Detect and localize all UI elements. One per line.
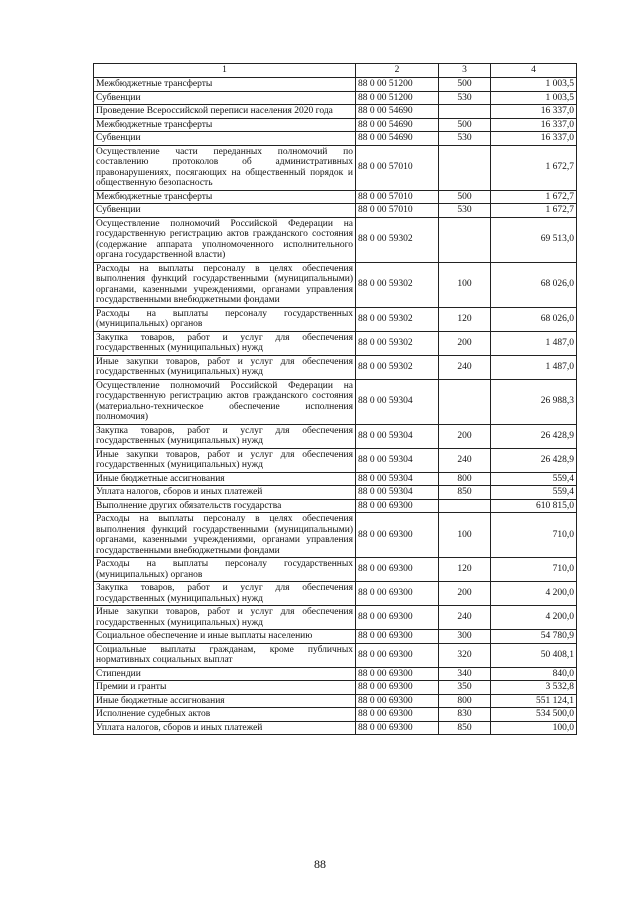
row-vr-cell: 800 — [439, 694, 491, 708]
row-sum-cell: 26 428,9 — [491, 424, 577, 448]
row-code-cell: 88 0 00 69300 — [356, 630, 439, 644]
row-code-cell: 88 0 00 69300 — [356, 681, 439, 695]
row-sum-cell: 4 200,0 — [491, 606, 577, 630]
row-code-cell: 88 0 00 59302 — [356, 355, 439, 379]
header-col-1: 1 — [94, 64, 356, 78]
table-row — [94, 331, 577, 355]
row-code-cell: 88 0 00 69300 — [356, 513, 439, 558]
header-row — [94, 64, 577, 78]
header-col-2: 2 — [356, 64, 439, 78]
row-vr-cell: 120 — [439, 558, 491, 582]
row-code-cell: 88 0 00 59304 — [356, 472, 439, 486]
row-name-cell: Закупка товаров, работ и услуг для обеспечения государственных (муниципальных) нужд — [94, 424, 356, 448]
row-code-cell: 88 0 00 59304 — [356, 424, 439, 448]
header-col-3: 3 — [439, 64, 491, 78]
row-code-cell: 88 0 00 59304 — [356, 486, 439, 500]
row-sum-cell: 26 988,3 — [491, 379, 577, 424]
row-name-cell: Выполнение других обязательств государства — [94, 499, 356, 513]
row-name-cell: Премии и гранты — [94, 681, 356, 695]
row-sum-cell: 559,4 — [491, 472, 577, 486]
table-row — [94, 708, 577, 722]
table-row — [94, 667, 577, 681]
row-name-cell: Социальное обеспечение и иные выплаты населению — [94, 630, 356, 644]
row-name-cell: Социальные выплаты гражданам, кроме публичных нормативных социальных выплат — [94, 643, 356, 667]
row-sum-cell: 1 487,0 — [491, 331, 577, 355]
row-code-cell: 88 0 00 59302 — [356, 217, 439, 262]
row-vr-cell: 500 — [439, 78, 491, 92]
table-row — [94, 132, 577, 146]
row-code-cell: 88 0 00 69300 — [356, 582, 439, 606]
row-vr-cell: 240 — [439, 448, 491, 472]
row-vr-cell: 530 — [439, 91, 491, 105]
row-vr-cell: 100 — [439, 262, 491, 307]
row-sum-cell: 710,0 — [491, 513, 577, 558]
table-row — [94, 190, 577, 204]
row-vr-cell — [439, 379, 491, 424]
row-code-cell: 88 0 00 69300 — [356, 558, 439, 582]
table-row — [94, 499, 577, 513]
row-name-cell: Межбюджетные трансферты — [94, 190, 356, 204]
row-name-cell: Межбюджетные трансферты — [94, 78, 356, 92]
table-row — [94, 379, 577, 424]
row-sum-cell: 610 815,0 — [491, 499, 577, 513]
row-code-cell: 88 0 00 57010 — [356, 204, 439, 218]
row-code-cell: 88 0 00 69300 — [356, 708, 439, 722]
table-row — [94, 78, 577, 92]
row-sum-cell: 3 532,8 — [491, 681, 577, 695]
row-sum-cell: 1 003,5 — [491, 78, 577, 92]
row-sum-cell: 710,0 — [491, 558, 577, 582]
row-sum-cell: 840,0 — [491, 667, 577, 681]
table-row — [94, 307, 577, 331]
row-name-cell: Расходы на выплаты персоналу государственных (муниципальных) органов — [94, 558, 356, 582]
table-row — [94, 721, 577, 735]
table-row — [94, 91, 577, 105]
row-code-cell: 88 0 00 69300 — [356, 606, 439, 630]
row-sum-cell: 16 337,0 — [491, 118, 577, 132]
row-name-cell: Расходы на выплаты персоналу в целях обеспечения выполнения функций государственными (муниципальными) органами, казенными учреждениями, органами управления государственными внебюджетными фондами — [94, 513, 356, 558]
row-code-cell: 88 0 00 69300 — [356, 721, 439, 735]
row-vr-cell: 100 — [439, 513, 491, 558]
row-name-cell: Иные закупки товаров, работ и услуг для обеспечения государственных (муниципальных) нужд — [94, 606, 356, 630]
row-sum-cell: 4 200,0 — [491, 582, 577, 606]
row-code-cell: 88 0 00 51200 — [356, 78, 439, 92]
row-name-cell: Иные закупки товаров, работ и услуг для обеспечения государственных (муниципальных) нужд — [94, 448, 356, 472]
row-code-cell: 88 0 00 51200 — [356, 91, 439, 105]
row-code-cell: 88 0 00 69300 — [356, 694, 439, 708]
row-sum-cell: 26 428,9 — [491, 448, 577, 472]
table-row — [94, 606, 577, 630]
row-sum-cell: 1 487,0 — [491, 355, 577, 379]
row-vr-cell: 500 — [439, 118, 491, 132]
page-number: 88 — [314, 857, 326, 871]
row-vr-cell: 240 — [439, 606, 491, 630]
row-name-cell: Субвенции — [94, 91, 356, 105]
table-row — [94, 486, 577, 500]
row-code-cell: 88 0 00 59302 — [356, 307, 439, 331]
row-sum-cell: 559,4 — [491, 486, 577, 500]
row-vr-cell — [439, 217, 491, 262]
row-sum-cell: 1 003,5 — [491, 91, 577, 105]
row-name-cell: Осуществление части переданных полномочий по составлению протоколов об административных правонарушениях, посягающих на общественный порядок и общественную безопасность — [94, 145, 356, 190]
table-row — [94, 630, 577, 644]
row-vr-cell: 320 — [439, 643, 491, 667]
row-vr-cell: 800 — [439, 472, 491, 486]
row-sum-cell: 54 780,9 — [491, 630, 577, 644]
row-code-cell: 88 0 00 54690 — [356, 118, 439, 132]
row-vr-cell — [439, 105, 491, 119]
row-vr-cell: 830 — [439, 708, 491, 722]
row-code-cell: 88 0 00 54690 — [356, 132, 439, 146]
row-name-cell: Закупка товаров, работ и услуг для обеспечения государственных (муниципальных) нужд — [94, 331, 356, 355]
row-name-cell: Субвенции — [94, 132, 356, 146]
row-code-cell: 88 0 00 57010 — [356, 190, 439, 204]
table-row — [94, 204, 577, 218]
row-vr-cell — [439, 499, 491, 513]
row-sum-cell: 16 337,0 — [491, 105, 577, 119]
row-name-cell: Уплата налогов, сборов и иных платежей — [94, 721, 356, 735]
table-row — [94, 355, 577, 379]
table-body — [94, 78, 577, 735]
row-sum-cell: 1 672,7 — [491, 190, 577, 204]
row-name-cell: Иные закупки товаров, работ и услуг для обеспечения государственных (муниципальных) нужд — [94, 355, 356, 379]
row-sum-cell: 69 513,0 — [491, 217, 577, 262]
row-vr-cell: 240 — [439, 355, 491, 379]
row-vr-cell: 850 — [439, 721, 491, 735]
row-name-cell: Межбюджетные трансферты — [94, 118, 356, 132]
row-name-cell: Расходы на выплаты персоналу государственных (муниципальных) органов — [94, 307, 356, 331]
row-code-cell: 88 0 00 59304 — [356, 379, 439, 424]
row-vr-cell: 300 — [439, 630, 491, 644]
row-code-cell: 88 0 00 69300 — [356, 667, 439, 681]
table-row — [94, 513, 577, 558]
row-vr-cell: 850 — [439, 486, 491, 500]
row-sum-cell: 50 408,1 — [491, 643, 577, 667]
table-row — [94, 118, 577, 132]
row-code-cell: 88 0 00 69300 — [356, 643, 439, 667]
table-row — [94, 694, 577, 708]
row-vr-cell: 200 — [439, 582, 491, 606]
row-vr-cell — [439, 145, 491, 190]
row-code-cell: 88 0 00 54690 — [356, 105, 439, 119]
row-vr-cell: 530 — [439, 204, 491, 218]
table-row — [94, 262, 577, 307]
row-vr-cell: 350 — [439, 681, 491, 695]
row-name-cell: Осуществление полномочий Российской Федерации на государственную регистрацию актов гражданского состояния (содержание аппарата уполномоченного исполнительного органа государственной власти) — [94, 217, 356, 262]
row-name-cell: Расходы на выплаты персоналу в целях обеспечения выполнения функций государственными (муниципальными) органами, казенными учреждениями, органами управления государственными внебюджетными фондами — [94, 262, 356, 307]
row-name-cell: Стипендии — [94, 667, 356, 681]
row-sum-cell: 1 672,7 — [491, 145, 577, 190]
row-sum-cell: 68 026,0 — [491, 307, 577, 331]
table-row — [94, 681, 577, 695]
row-name-cell: Закупка товаров, работ и услуг для обеспечения государственных (муниципальных) нужд — [94, 582, 356, 606]
row-vr-cell: 120 — [439, 307, 491, 331]
table-row — [94, 145, 577, 190]
row-code-cell: 88 0 00 69300 — [356, 499, 439, 513]
row-sum-cell: 100,0 — [491, 721, 577, 735]
header-col-4: 4 — [491, 64, 577, 78]
row-vr-cell: 200 — [439, 331, 491, 355]
row-code-cell: 88 0 00 59304 — [356, 448, 439, 472]
row-code-cell: 88 0 00 59302 — [356, 262, 439, 307]
table-row — [94, 217, 577, 262]
budget-table — [93, 63, 577, 735]
row-name-cell: Субвенции — [94, 204, 356, 218]
row-sum-cell: 68 026,0 — [491, 262, 577, 307]
row-sum-cell: 1 672,7 — [491, 204, 577, 218]
table-row — [94, 643, 577, 667]
row-name-cell: Уплата налогов, сборов и иных платежей — [94, 486, 356, 500]
table-row — [94, 105, 577, 119]
row-sum-cell: 16 337,0 — [491, 132, 577, 146]
row-name-cell: Проведение Всероссийской переписи населения 2020 года — [94, 105, 356, 119]
table-row — [94, 558, 577, 582]
table-row — [94, 424, 577, 448]
row-vr-cell: 500 — [439, 190, 491, 204]
row-name-cell: Осуществление полномочий Российской Федерации на государственную регистрацию актов гражданского состояния (материально-техническое обеспечение исполнения полномочия) — [94, 379, 356, 424]
row-code-cell: 88 0 00 57010 — [356, 145, 439, 190]
row-vr-cell: 340 — [439, 667, 491, 681]
table-row — [94, 472, 577, 486]
row-vr-cell: 200 — [439, 424, 491, 448]
row-sum-cell: 534 500,0 — [491, 708, 577, 722]
table-row — [94, 582, 577, 606]
row-sum-cell: 551 124,1 — [491, 694, 577, 708]
row-vr-cell: 530 — [439, 132, 491, 146]
table-row — [94, 448, 577, 472]
row-name-cell: Иные бюджетные ассигнования — [94, 694, 356, 708]
row-name-cell: Исполнение судебных актов — [94, 708, 356, 722]
row-name-cell: Иные бюджетные ассигнования — [94, 472, 356, 486]
row-code-cell: 88 0 00 59302 — [356, 331, 439, 355]
